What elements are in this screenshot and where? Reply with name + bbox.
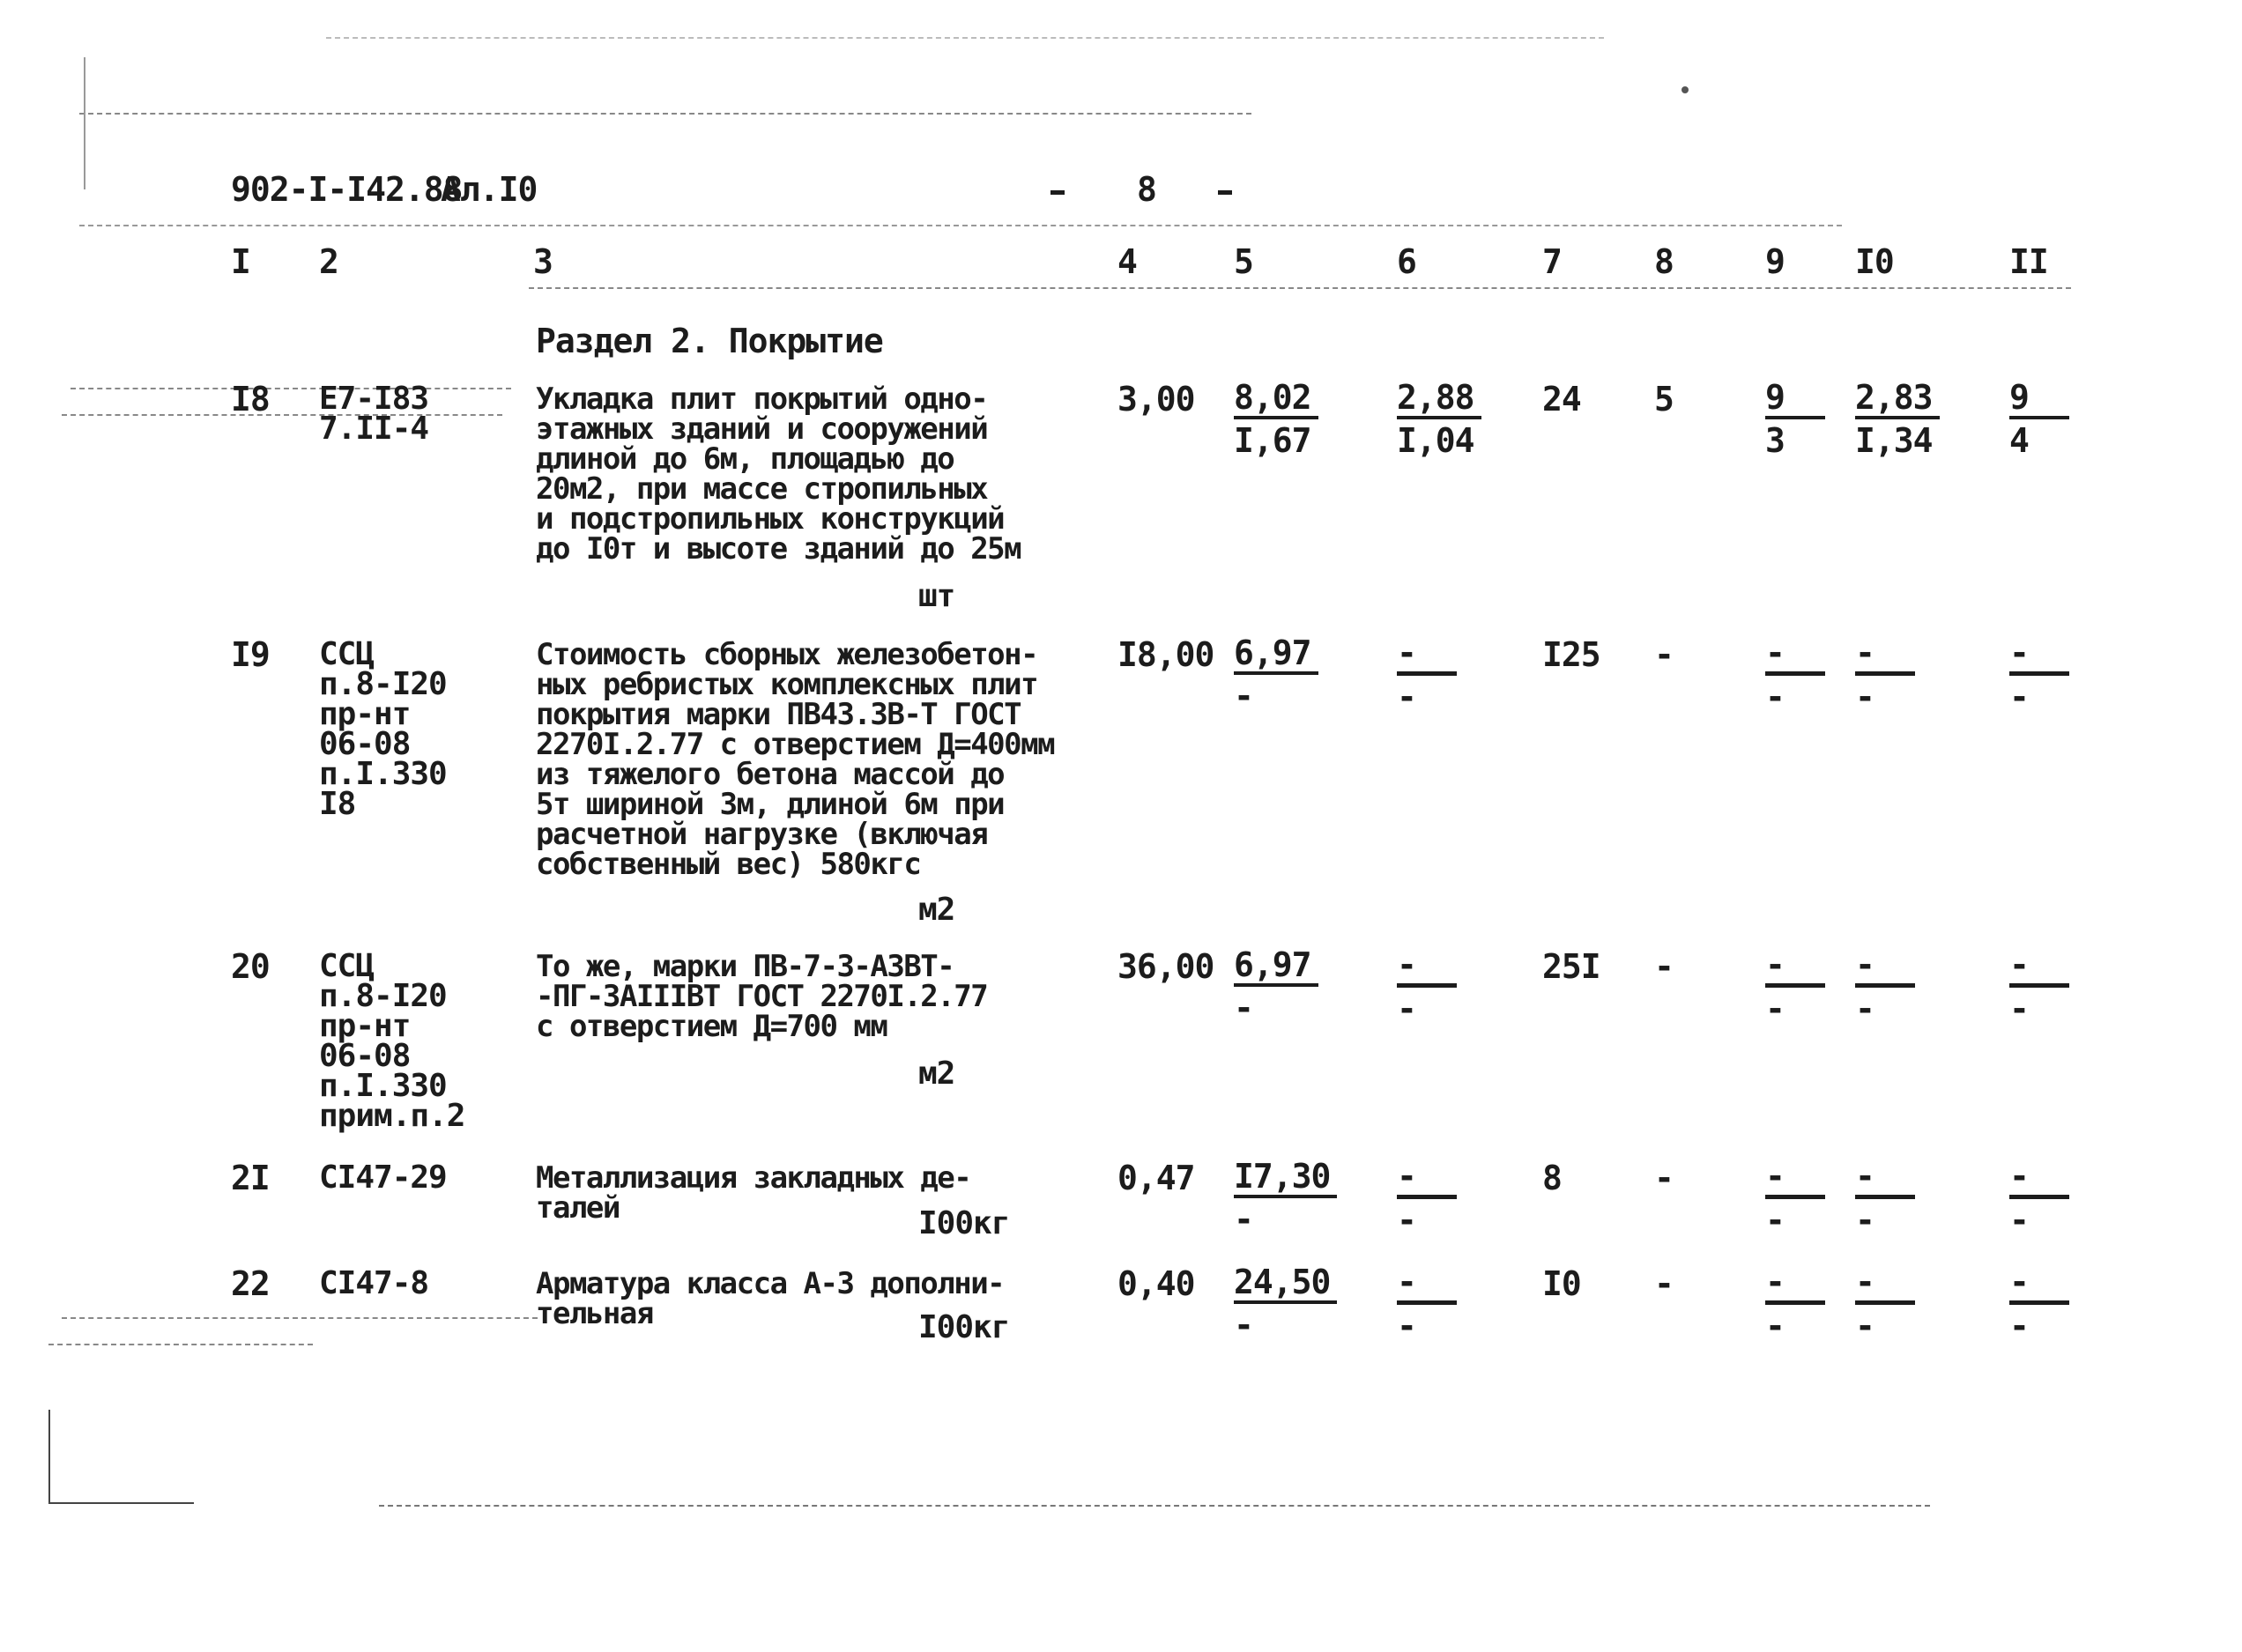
quantity: 0,40: [1117, 1264, 1195, 1303]
col11-bottom: -: [2009, 1201, 2029, 1240]
scan-rule: [62, 414, 502, 418]
col10-bottom: -: [1855, 989, 1875, 1028]
col5-bottom: -: [1234, 677, 1253, 715]
col10-fraction: [1855, 378, 1961, 460]
col11-top: -: [2009, 636, 2069, 676]
col8-value: -: [1654, 1159, 1674, 1197]
page-dash-left: [1050, 190, 1065, 195]
description-line: -ПГ-3АIIIВТ ГОСТ 2270I.2.77: [536, 979, 988, 1014]
frame-line: [84, 57, 85, 189]
col9-top: -: [1765, 1265, 1825, 1305]
col8-value: -: [1654, 635, 1674, 674]
col6-fraction: [1397, 1265, 1503, 1344]
code-line: ССЦ: [319, 948, 375, 984]
description-line: из тяжелого бетона массой до: [536, 757, 1005, 792]
col10-fraction: [1855, 945, 1961, 1028]
col10-fraction: [1855, 1265, 1961, 1344]
col5-fraction: [1234, 633, 1340, 715]
description-line: Стоимость сборных железобетон-: [536, 637, 1038, 672]
code-line: СI47-8: [319, 1265, 429, 1301]
column-header-5: 5: [1234, 242, 1253, 281]
row-number: I8: [231, 380, 270, 419]
col8-value: 5: [1654, 380, 1674, 419]
description-line: ных ребристых комплексных плит: [536, 667, 1038, 702]
quantity: I8,00: [1117, 635, 1214, 674]
col5-top: 6,97: [1234, 636, 1318, 675]
col11-bottom: -: [2009, 1307, 2029, 1345]
code-line: п.8-I20: [319, 978, 447, 1014]
col8-value: -: [1654, 1264, 1674, 1303]
code-line: ССЦ: [319, 636, 375, 672]
column-header-7: 7: [1542, 242, 1562, 281]
description-line: и подстропильных конструкций: [536, 501, 1005, 537]
col9-bottom: -: [1765, 678, 1785, 716]
column-header-4: 4: [1117, 242, 1137, 281]
col6-bottom: -: [1397, 678, 1416, 716]
code-line: прим.п.2: [319, 1098, 465, 1134]
header-underline: [529, 287, 2071, 291]
row-number: 22: [231, 1264, 270, 1303]
code-line: 06-08: [319, 726, 411, 762]
bottom-rule: [379, 1505, 1930, 1508]
col10-bottom: I,34: [1855, 421, 1933, 460]
unit: I00кг: [918, 1205, 1010, 1241]
scan-speck: [1682, 86, 1689, 93]
col11-fraction: [2009, 945, 2115, 1028]
col11-top: 9: [2009, 381, 2069, 419]
description-line: с отверстием Д=700 мм: [536, 1009, 887, 1044]
col11-bottom: -: [2009, 678, 2029, 716]
col5-fraction: [1234, 378, 1340, 460]
col10-top: -: [1855, 1159, 1915, 1199]
unit: м2: [918, 892, 955, 928]
column-header-9: 9: [1765, 242, 1785, 281]
scan-rule: [79, 113, 1251, 116]
description-line: расчетной нагрузке (включая: [536, 817, 988, 852]
column-header-10: I0: [1855, 242, 1894, 281]
description-line: этажных зданий и сооружений: [536, 411, 988, 447]
description-line: То же, марки ПВ-7-3-А3ВТ-: [536, 949, 954, 984]
column-header-8: 8: [1654, 242, 1674, 281]
col5-fraction: [1234, 945, 1340, 1027]
col11-top: -: [2009, 1159, 2069, 1199]
col5-bottom: I,67: [1234, 421, 1311, 460]
row-number: 2I: [231, 1159, 270, 1197]
col9-top: -: [1765, 948, 1825, 988]
description-line: Арматура класса А-3 дополни-: [536, 1266, 1005, 1301]
col10-top: -: [1855, 636, 1915, 676]
code-line: пр-нт: [319, 1008, 411, 1044]
col10-top: -: [1855, 948, 1915, 988]
row-number: 20: [231, 947, 270, 986]
col7-value: 24: [1542, 380, 1581, 419]
col5-top: I7,30: [1234, 1159, 1337, 1198]
col5-fraction: [1234, 1159, 1340, 1237]
code-line: Е7-I83: [319, 381, 429, 417]
description-line: длиной до 6м, площадью до: [536, 441, 954, 477]
scan-rule: [48, 1344, 313, 1347]
col10-bottom: -: [1855, 1201, 1875, 1240]
col6-fraction: [1397, 1159, 1503, 1238]
col11-fraction: [2009, 633, 2115, 716]
col6-fraction: [1397, 633, 1503, 716]
quantity: 36,00: [1117, 947, 1214, 986]
column-header-3: 3: [533, 242, 553, 281]
code-line: 06-08: [319, 1038, 411, 1074]
scan-rule: [71, 388, 511, 391]
col10-top: -: [1855, 1265, 1915, 1305]
code-line: п.8-I20: [319, 666, 447, 702]
column-header-6: 6: [1397, 242, 1416, 281]
col8-value: -: [1654, 947, 1674, 986]
description-line: тельная: [536, 1296, 653, 1331]
page-dash-right: [1218, 190, 1232, 195]
code-line: 7.II-4: [319, 411, 429, 447]
frame-line: [48, 1502, 194, 1504]
col6-bottom: I,04: [1397, 421, 1474, 460]
col11-bottom: 4: [2009, 421, 2029, 460]
scan-rule: [62, 1317, 538, 1321]
description-line: 2270I.2.77 с отверстием Д=400мм: [536, 727, 1055, 762]
column-header-1: I: [231, 242, 250, 281]
unit: шт: [918, 578, 955, 614]
col11-fraction: [2009, 378, 2115, 460]
col11-bottom: -: [2009, 989, 2029, 1028]
description-line: 5т шириной 3м, длиной 6м при: [536, 787, 1005, 822]
code-line: I8: [319, 786, 356, 822]
col11-top: -: [2009, 948, 2069, 988]
description-line: до I0т и высоте зданий до 25м: [536, 531, 1021, 567]
col7-value: I0: [1542, 1264, 1581, 1303]
description-line: покрытия марки ПВ43.3В-Т ГОСТ: [536, 697, 1021, 732]
col10-top: 2,83: [1855, 381, 1940, 419]
col11-fraction: [2009, 1265, 2115, 1344]
scan-rule: [326, 37, 1604, 41]
col9-top: -: [1765, 636, 1825, 676]
col6-top: -: [1397, 1159, 1457, 1199]
col6-top: -: [1397, 948, 1457, 988]
col9-top: 9: [1765, 381, 1825, 419]
unit: м2: [918, 1056, 955, 1092]
col7-value: I25: [1542, 635, 1600, 674]
description-line: Металлизация закладных де-: [536, 1160, 971, 1196]
col6-bottom: -: [1397, 1201, 1416, 1240]
col6-bottom: -: [1397, 1307, 1416, 1345]
col11-top: -: [2009, 1265, 2069, 1305]
code-line: п.I.330: [319, 1068, 447, 1104]
col7-value: 8: [1542, 1159, 1562, 1197]
col9-bottom: -: [1765, 989, 1785, 1028]
column-header-11: II: [2009, 242, 2048, 281]
quantity: 0,47: [1117, 1159, 1195, 1197]
col6-top: -: [1397, 1265, 1457, 1305]
doc-code: 902-I-I42.88: [231, 170, 463, 209]
code-line: пр-нт: [319, 696, 411, 732]
col9-top: -: [1765, 1159, 1825, 1199]
col5-fraction: [1234, 1265, 1340, 1343]
row-number: I9: [231, 635, 270, 674]
col5-top: 24,50: [1234, 1265, 1337, 1304]
sheet-label: Ал.I0: [441, 170, 538, 209]
col9-bottom: 3: [1765, 421, 1785, 460]
col5-top: 6,97: [1234, 948, 1318, 987]
col9-bottom: -: [1765, 1201, 1785, 1240]
unit: I00кг: [918, 1309, 1010, 1345]
description-line: 20м2, при массе стропильных: [536, 471, 988, 507]
col10-fraction: [1855, 633, 1961, 716]
col5-bottom: -: [1234, 989, 1253, 1027]
col6-bottom: -: [1397, 989, 1416, 1028]
col6-fraction: [1397, 945, 1503, 1028]
col6-top: 2,88: [1397, 381, 1481, 419]
col10-fraction: [1855, 1159, 1961, 1238]
scan-rule: [79, 225, 1842, 228]
col10-bottom: -: [1855, 678, 1875, 716]
section-title: Раздел 2. Покрытие: [536, 322, 883, 360]
column-header-2: 2: [319, 242, 338, 281]
col9-bottom: -: [1765, 1307, 1785, 1345]
page-number: 8: [1137, 170, 1156, 209]
col6-fraction: [1397, 378, 1503, 460]
description-line: талей: [536, 1190, 620, 1226]
col10-bottom: -: [1855, 1307, 1875, 1345]
code-line: СI47-29: [319, 1159, 447, 1196]
col11-fraction: [2009, 1159, 2115, 1238]
description-line: собственный вес) 580кгс: [536, 847, 921, 882]
col7-value: 25I: [1542, 947, 1600, 986]
frame-line: [48, 1410, 50, 1502]
description-line: Укладка плит покрытий одно-: [536, 382, 988, 417]
code-line: п.I.330: [319, 756, 447, 792]
col5-top: 8,02: [1234, 381, 1318, 419]
quantity: 3,00: [1117, 380, 1195, 419]
col5-bottom: -: [1234, 1306, 1253, 1345]
col6-top: -: [1397, 636, 1457, 676]
col5-bottom: -: [1234, 1200, 1253, 1239]
